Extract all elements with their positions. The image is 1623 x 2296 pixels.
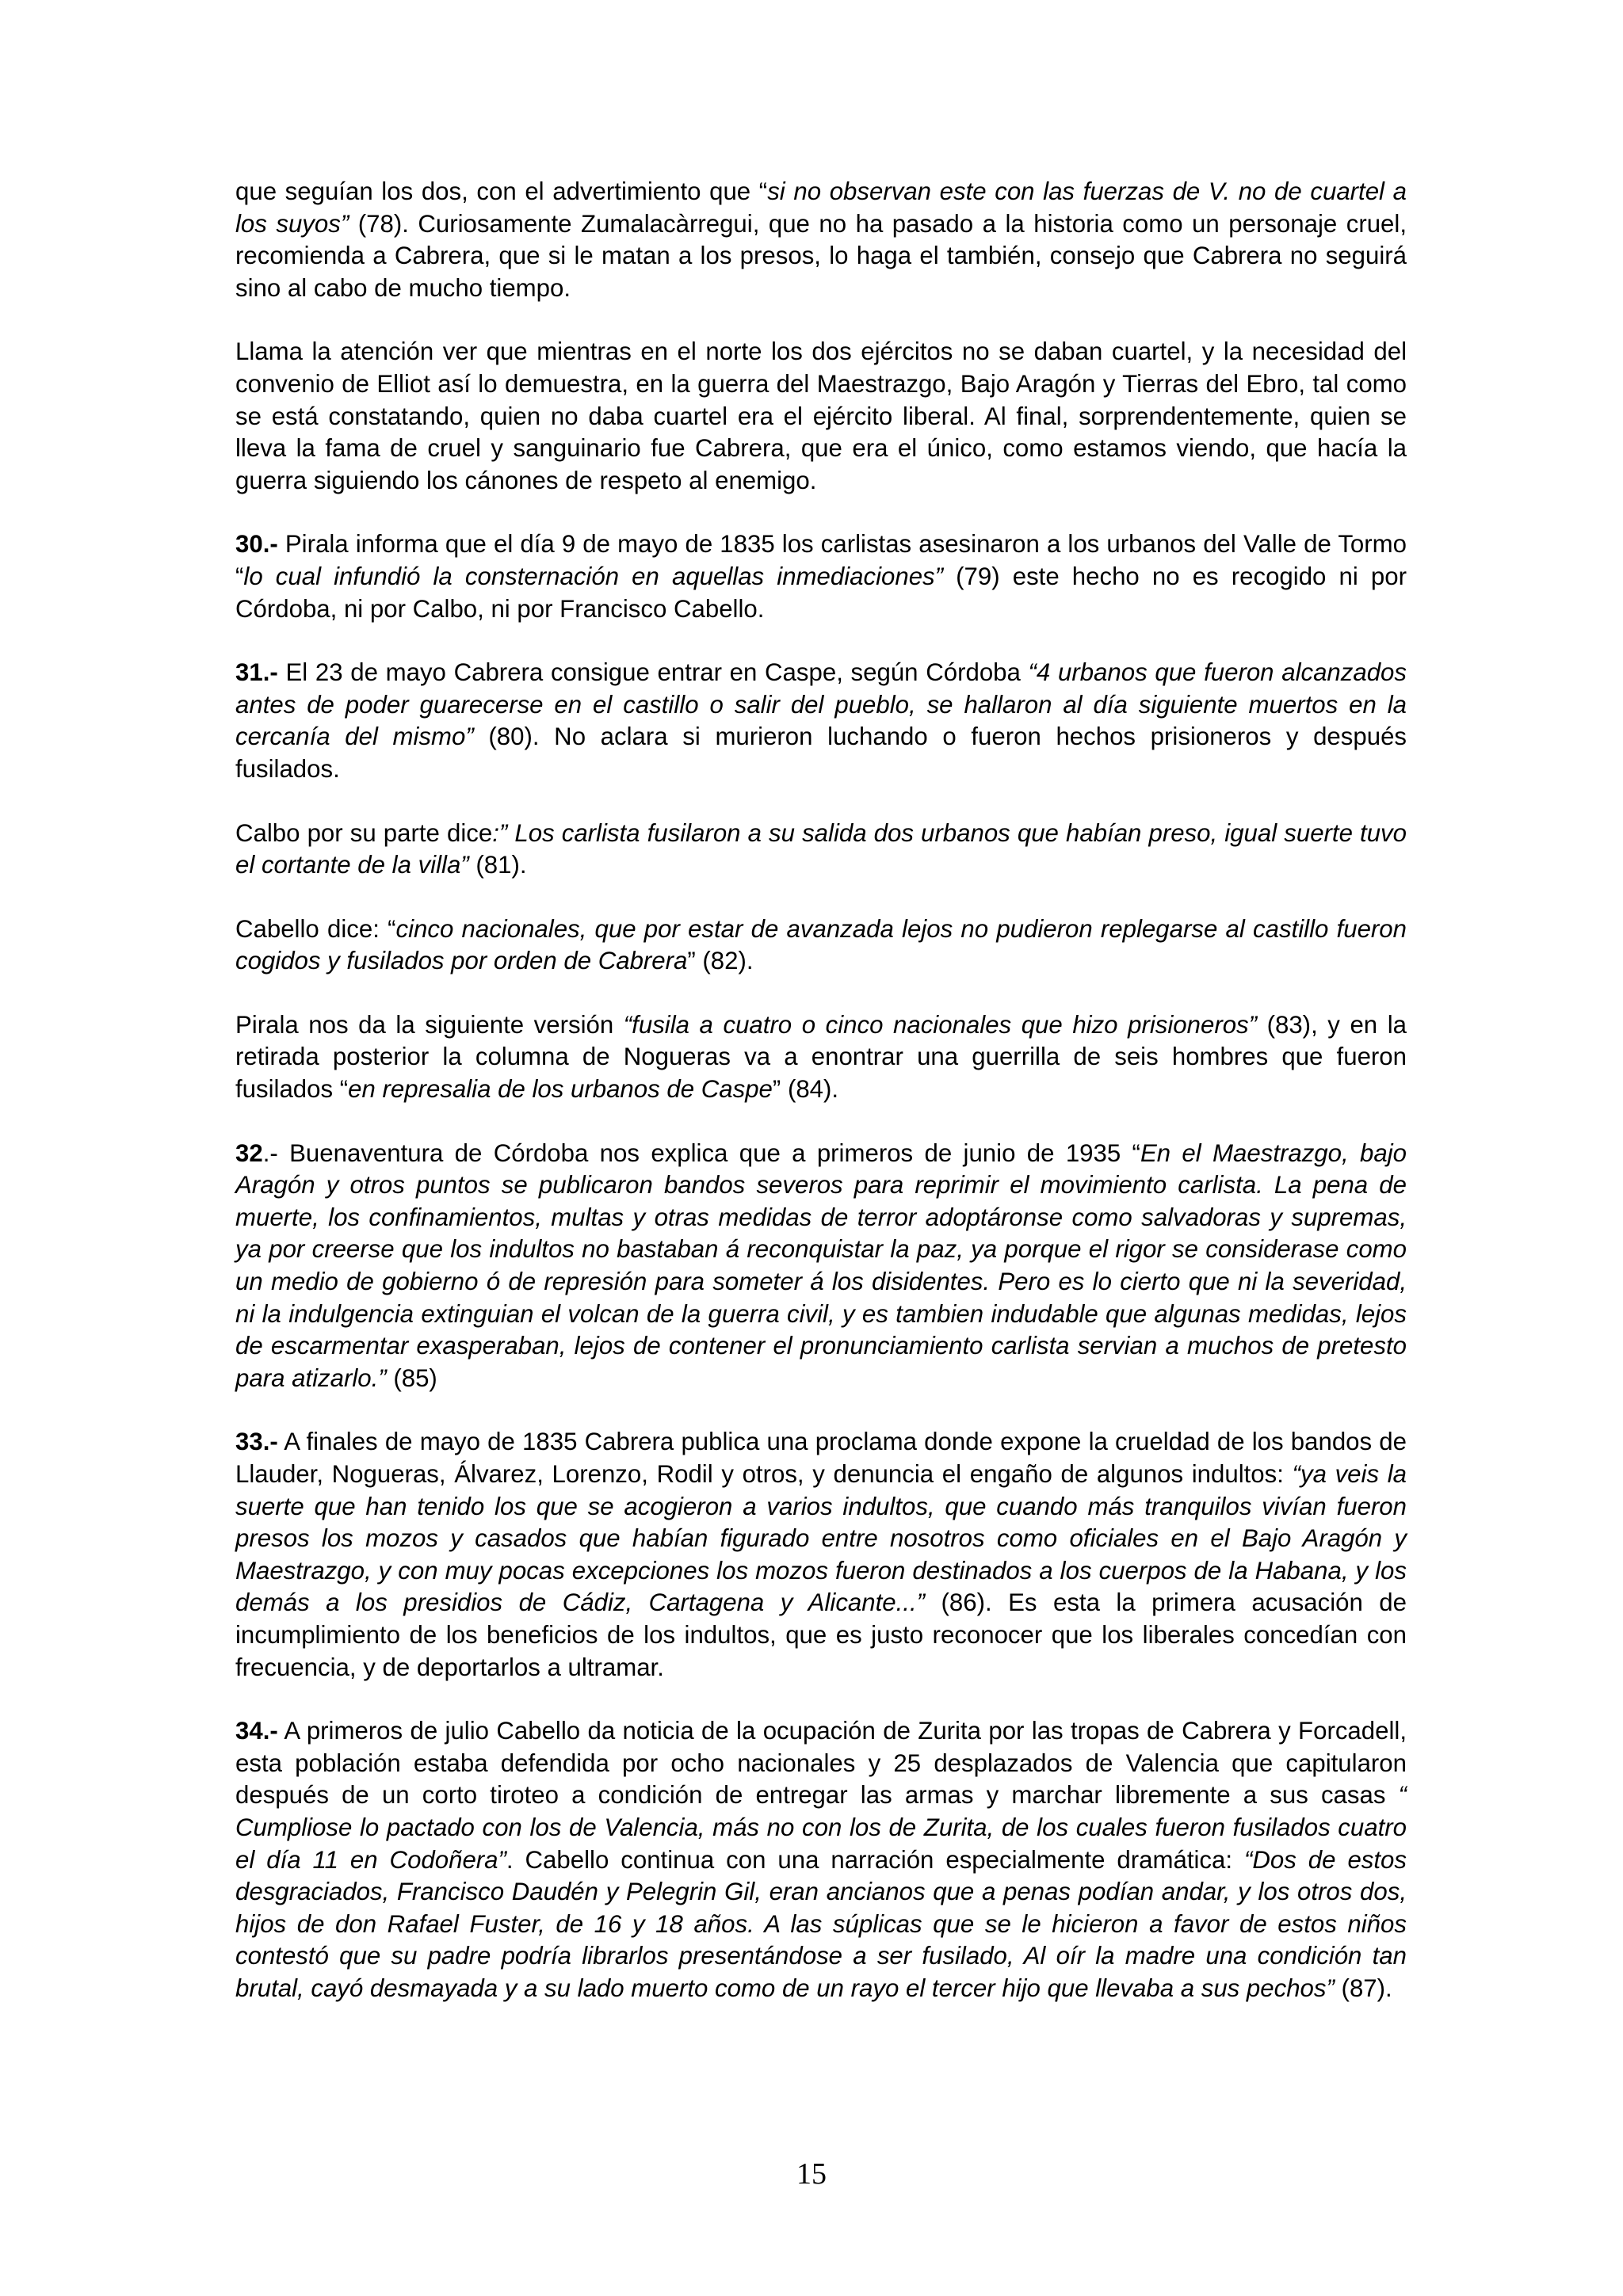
paragraph-pirala	[235, 1009, 1407, 1106]
quote-segment: “Dos de estos desgraciados, Francisco Daudén y Pelegrin Gil, eran ancianos que a penas podían andar, y los otros dos, hijos de don Rafael Fuster, de 16 y 18 años. A las súplicas que se le hicieron a favor de estos niños contestó que su padre podría librarlos presentándose a ser fusilado, Al oír la madre una condición tan brutal, cayó desmayada y a su lado muerto como de un rayo el tercer hijo que llevaba a sus pechos”	[235, 1845, 1407, 2002]
paragraph-calbo	[235, 818, 1407, 882]
quote-segment: :” Los carlista fusilaron a su salida dos urbanos que habían preso, igual suerte tuvo el cortante de la villa”	[235, 818, 1407, 879]
quote-segment: en represalia de los urbanos de Caspe	[348, 1075, 773, 1104]
text-segment: (87).	[1334, 1974, 1392, 2002]
text-segment: (78). Curiosamente Zumalacàrregui, que no ha pasado a la historia como un personaje cruel, recomienda a Cabrera, que si le matan a los presos, lo haga el también, consejo que Cabrera no seguirá sino al cabo de mucho tiempo.	[235, 209, 1407, 302]
text-segment: . Cabello continua con una narración especialmente dramática:	[506, 1845, 1244, 1874]
quote-segment: “4 urbanos que fueron alcanzados antes de poder guarecerse en el castillo o salir del pueblo, se hallaron al día siguiente muertos en la cercanía del mismo”	[235, 658, 1407, 751]
text-segment: Cabello dice: “	[235, 914, 396, 943]
quote-segment: “ya veis la suerte que han tenido los que se acogieron a varios indultos, que cuando más tranquilos vivían fueron presos los mozos y casados que habían figurado entre nosotros como oficiales en el Bajo Aragón y Maestrazgo, y con muy pocas excepciones los mozos fueron destinados a los cuerpos de la Habana, y los demás a los presidios de Cádiz, Cartagena y Alicante...”	[235, 1460, 1407, 1617]
text-segment: Pirala informa que el día 9 de mayo de 1835 los carlistas asesinaron a los urbanos del Valle de Tormo “	[235, 530, 1407, 590]
paragraph-33	[235, 1426, 1407, 1684]
page-number: 15	[796, 2157, 827, 2191]
item-number: 33.-	[235, 1428, 278, 1456]
paragraph-0	[235, 176, 1407, 304]
text-segment: que seguían los dos, con el advertimiento que “	[235, 177, 768, 205]
paragraph-34	[235, 1715, 1407, 2004]
paragraph-31	[235, 657, 1407, 785]
text-segment: (81).	[468, 851, 527, 879]
quote-segment: “ Cumpliose lo pactado con los de Valencia, más no con los de Zurita, de los cuales fueron fusilados cuatro el día 11 en Codoñera”	[235, 1781, 1407, 1874]
item-number: 32	[235, 1138, 263, 1167]
item-number: 31.-	[235, 658, 278, 687]
paragraph-32	[235, 1138, 1407, 1395]
text-segment: (79) este hecho no es recogido ni por Córdoba, ni por Calbo, ni por Francisco Cabello.	[235, 562, 1407, 623]
paragraph-1	[235, 336, 1407, 497]
text-segment: Pirala nos da la siguiente versión	[235, 1010, 624, 1039]
text-segment: A primeros de julio Cabello da noticia de la ocupación de Zurita por las tropas de Cabrera y Forcadell, esta población estaba defendida por ocho nacionales y 25 desplazados de Valencia que capitularon después de un corto tiroteo a condición de entregar las armas y marchar libremente a sus casas	[235, 1717, 1407, 1810]
text-segment: ” (84).	[772, 1075, 839, 1104]
quote-segment: cinco nacionales, que por estar de avanzada lejos no pudieron replegarse al castillo fueron cogidos y fusilados por orden de Cabrera	[235, 914, 1407, 975]
text-segment: (86). Es esta la primera acusación de incumplimiento de los beneficios de los indultos, que es justo reconocer que los liberales concedían con frecuencia, y de deportarlos a ultramar.	[235, 1589, 1407, 1681]
paragraph-30	[235, 528, 1407, 625]
text-segment: (85)	[386, 1363, 437, 1392]
text-segment: .- Buenaventura de Córdoba nos explica que a primeros de junio de 1935 “	[262, 1138, 1140, 1167]
item-number: 34.-	[235, 1717, 278, 1745]
quote-segment: “fusila a cuatro o cinco nacionales que hizo prisioneros”	[623, 1010, 1258, 1039]
text-segment: (83), y en la retirada posterior la columna de Nogueras va a enontrar una guerrilla de seis hombres que fueron fusilados “	[235, 1010, 1407, 1104]
quote-segment: si no observan este con las fuerzas de V. no de cuartel a los suyos”	[235, 177, 1407, 238]
text-segment: (80). No aclara si murieron luchando o fueron hechos prisioneros y después fusilados.	[235, 723, 1407, 783]
text-segment: Calbo por su parte dice	[235, 818, 493, 847]
quote-segment: En el Maestrazgo, bajo Aragón y otros puntos se publicaron bandos severos para reprimir el movimiento carlista. La pena de muerte, los confinamientos, multas y otras medidas de terror adoptáronse como salvadoras y supremas, ya por creerse que los indultos no bastaban á reconquistar la paz, ya porque el rigor se considerase como un medio de gobierno ó de represión para someter á los disidentes. Pero es lo cierto que ni la severidad, ni la indulgencia extinguian el volcan de la guerra civil, y es tambien indudable que algunas medidas, lejos de escarmentar exasperaban, lejos de contener el pronunciamiento carlista servian a muchos de pretesto para atizarlo.”	[235, 1138, 1407, 1392]
paragraph-cabello	[235, 913, 1407, 978]
text-segment: ” (82).	[687, 947, 754, 975]
text-segment: El 23 de mayo Cabrera consigue entrar en Caspe, según Córdoba	[277, 658, 1029, 687]
quote-segment: lo cual infundió la consternación en aquellas inmediaciones”	[243, 562, 944, 590]
text-segment: A finales de mayo de 1835 Cabrera publica una proclama donde expone la crueldad de los bandos de Llauder, Nogueras, Álvarez, Lorenzo, Rodil y otros, y denuncia el engaño de algunos indultos:	[235, 1428, 1407, 1488]
document-body	[235, 176, 1407, 2037]
text-segment: Llama la atención ver que mientras en el norte los dos ejércitos no se daban cuartel, y la necesidad del convenio de Elliot así lo demuestra, en la guerra del Maestrazgo, Bajo Aragón y Tierras del Ebro, tal como se está constatando, quien no daba cuartel era el ejército liberal. Al final, sorprendentemente, quien se lleva la fama de cruel y sanguinario fue Cabrera, que era el único, como estamos viendo, que hacía la guerra siguiendo los cánones de respeto al enemigo.	[235, 338, 1407, 494]
item-number: 30.-	[235, 530, 278, 559]
